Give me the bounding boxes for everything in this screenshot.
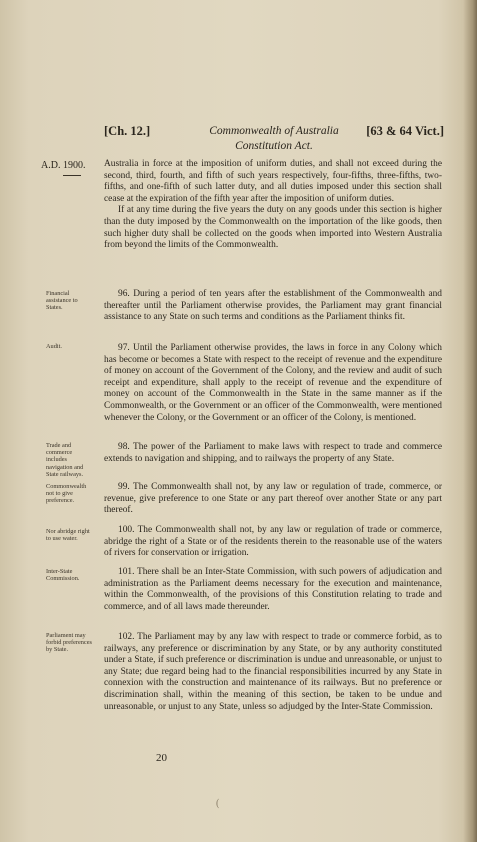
paragraph: Australia in force at the imposition of uniform duties, and shall not exceed during the second, third, fourth, and fifth of such years respectively, four-fifths, three-fifths, two-fifths, and one-fifth of such latter duty, and all duties imposed under this section shall cease at the expiration of the fifth year after the imposition of uniform duties. [104, 159, 442, 204]
margin-note-financial-assistance: Financial assistance to States. [46, 290, 78, 312]
margin-note-audit: Audit. [46, 343, 62, 350]
act-subtitle-line: Constitution Act. [235, 140, 313, 152]
margin-note-trade-commerce: Trade and commerce includes navigation and State railways. [46, 442, 84, 478]
stray-mark: ( [216, 798, 220, 809]
page-number: 20 [156, 752, 167, 764]
section-100 [104, 525, 442, 560]
margin-note-water-rights: Nor abridge right to use water. [46, 528, 90, 543]
section-95-continued [104, 159, 442, 252]
chapter-label: [Ch. 12.] [104, 124, 151, 138]
paragraph: 102. The Parliament may by any law with respect to trade or commerce forbid, as to railways, any preference or discrimination by any State, or by any authority constituted under a State, if such preference or discrimination is undue and unreasonable, or unjust to any State; due regard being had to the financial responsibilities incurred by any State in connexion with the construction and maintenance of its railways. But no preference or discrimination shall, within the meaning of this section, be taken to be undue and unreasonable, or unjust to any State, unless so adjudged by the Inter-State Commission. [104, 632, 442, 712]
section-101 [104, 567, 442, 613]
margin-note-inter-state-commission: Inter-State Commission. [46, 568, 80, 583]
paragraph: If at any time during the five years the duty on any goods under this section is higher than the duty imposed by the Commonwealth on the importation of the like goods, then such higher duty shall be collected on the goods when imported into Western Australia from beyond the limits of the Commonwealth. [104, 205, 442, 251]
margin-note-no-preference: Commonwealth not to give preference. [46, 483, 87, 505]
running-header [104, 124, 444, 160]
paragraph: 99. The Commonwealth shall not, by any law or regulation of trade, commerce, or revenue, give preference to one State or any part thereof over another State or any part thereof. [104, 482, 442, 516]
section-98 [104, 442, 442, 465]
section-99 [104, 482, 442, 517]
paragraph: 101. There shall be an Inter-State Commission, with such powers of adjudication and administration as the Parliament deems necessary for the execution and maintenance, within the Commonwealth, of the provisions of this Constitution relating to trade and commerce, and of all laws made thereunder. [104, 567, 442, 612]
paragraph: 96. During a period of ten years after the establishment of the Commonwealth and thereafter until the Parliament otherwise provides, the Parliament may grant financial assistance to any State on such terms and conditions as the Parliament thinks fit. [104, 289, 442, 323]
year-rule [63, 175, 81, 176]
section-102 [104, 632, 442, 713]
paragraph: 97. Until the Parliament otherwise provides, the laws in force in any Colony which has become or becomes a State with respect to the receipt of revenue and the expenditure of money on account of the Government of the Colony, and the review and audit of such receipt and expenditure, shall apply to the receipt of revenue and the expenditure of money on account of the Commonwealth in the State in the same manner as if the Commonwealth, or the Government or an officer of the Commonwealth, were mentioned whenever the Colony, or the Government or an officer of the Colony, is mentioned. [104, 343, 442, 423]
regnal-year-label: [63 & 64 Vict.] [366, 124, 444, 138]
section-97 [104, 343, 442, 424]
paragraph: 100. The Commonwealth shall not, by any law or regulation of trade or commerce, abridge the right of a State or of the residents therein to the reasonable use of the waters of rivers for conservation or irrigation. [104, 525, 442, 559]
margin-note-forbid-preferences: Parliament may forbid preferences by State. [46, 632, 92, 654]
year-label: A.D. 1900. [41, 160, 86, 171]
paragraph: 98. The power of the Parliament to make laws with respect to trade and commerce extends to navigation and shipping, and to railways the property of any State. [104, 442, 442, 464]
section-96 [104, 289, 442, 324]
page-edge-shadow [463, 0, 477, 842]
act-title-line: Commonwealth of Australia [209, 125, 339, 137]
